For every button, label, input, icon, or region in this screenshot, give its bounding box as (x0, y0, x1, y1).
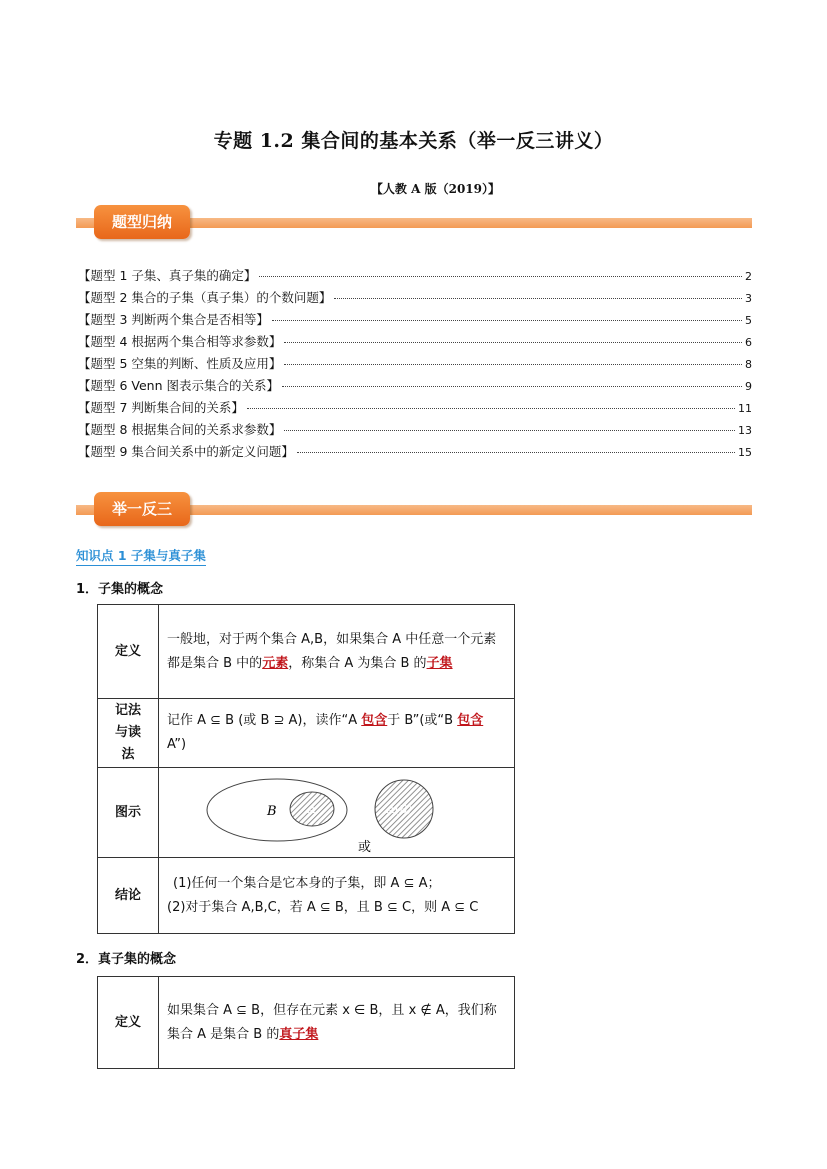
toc-item-page: 6 (745, 336, 752, 349)
row-label-definition: 定义 (98, 977, 159, 1069)
toc-leader (334, 297, 742, 299)
conclusion-item-2: (2)对于集合 A,B,C，若 A ⊆ B，且 B ⊆ C，则 A ⊆ C (167, 899, 479, 915)
venn-label-single: A(B) (387, 802, 412, 816)
toc-item[interactable] (78, 310, 752, 332)
toc-item[interactable] (78, 420, 752, 442)
toc-item-label: 【题型 2 集合的子集（真子集）的个数问题】 (78, 290, 332, 305)
table-of-contents (78, 266, 752, 464)
row-label-notation (98, 699, 159, 768)
toc-leader (272, 319, 742, 321)
page-title: 专题 1.2 集合间的基本关系（举一反三讲义） (213, 130, 614, 152)
toc-item[interactable] (78, 332, 752, 354)
venn-diagram (159, 769, 514, 857)
toc-item[interactable] (78, 266, 752, 288)
toc-item-page: 5 (745, 314, 752, 327)
toc-item-page: 11 (738, 402, 752, 415)
emphasis-element: 元素 (262, 655, 289, 671)
toc-item-page: 2 (745, 270, 752, 283)
table-row (98, 977, 515, 1069)
toc-leader (297, 451, 735, 453)
toc-leader (284, 429, 735, 431)
notation-text: 记作 A ⊆ B (或 B ⊇ A)，读作“A (167, 713, 362, 728)
toc-item-label: 【题型 5 空集的判断、性质及应用】 (78, 356, 282, 371)
definition-text-cont: ，称集合 A 为集合 B 的 (288, 655, 427, 671)
conclusion-cell (159, 858, 515, 934)
table-row (98, 699, 515, 768)
banner-tag-examples: 举一反三 (94, 492, 190, 526)
toc-item-page: 3 (745, 292, 752, 305)
row-label-conclusion: 结论 (98, 858, 159, 934)
toc-leader (282, 385, 742, 387)
notation-text-cont: 于 B”(或“B (387, 713, 458, 728)
emphasis-contained: 包含 (361, 713, 388, 728)
emphasis-contains: 包含 (457, 713, 484, 728)
subset-concept-table (97, 604, 515, 934)
notation-cell (159, 699, 515, 768)
toc-item-label: 【题型 7 判断集合间的关系】 (78, 400, 244, 415)
toc-item-label: 【题型 3 判断两个集合是否相等】 (78, 312, 269, 327)
row-label-diagram: 图示 (98, 768, 159, 858)
toc-leader (284, 341, 742, 343)
toc-leader (247, 407, 735, 409)
toc-item-label: 【题型 4 根据两个集合相等求参数】 (78, 334, 282, 349)
toc-item-page: 15 (738, 446, 752, 459)
banner-tag-toc: 题型归纳 (94, 205, 190, 239)
toc-item-label: 【题型 9 集合间关系中的新定义问题】 (78, 444, 294, 459)
edition-label: 【人教 A 版（2019）】 (370, 182, 500, 196)
knowledge-point-heading[interactable]: 知识点 1 子集与真子集 (76, 546, 206, 566)
proper-subset-table (97, 976, 515, 1069)
toc-item-page: 8 (745, 358, 752, 371)
emphasis-subset: 子集 (426, 655, 453, 671)
venn-label-outer: B (267, 803, 277, 819)
toc-item[interactable] (78, 288, 752, 310)
venn-label-inner: A (308, 802, 316, 816)
table-row (98, 768, 515, 858)
section-heading-proper-subset: 2．真子集的概念 (76, 952, 177, 967)
toc-item-page: 13 (738, 424, 752, 437)
row-label-definition: 定义 (98, 605, 159, 699)
toc-item-label: 【题型 8 根据集合间的关系求参数】 (78, 422, 282, 437)
toc-item[interactable] (78, 398, 752, 420)
definition-text: 一般地，对于两个集合 A,B，如果集合 A 中任意一个元素都是集合 B 中的 (167, 631, 497, 671)
toc-item[interactable] (78, 376, 752, 398)
notation-text-end: A”) (167, 737, 187, 752)
definition-cell (159, 977, 515, 1069)
banner-toc (76, 205, 752, 239)
table-row (98, 605, 515, 699)
definition-text: 如果集合 A ⊆ B，但存在元素 x ∈ B，且 x ∉ A，我们称集合 A 是集合 B 的 (167, 1002, 497, 1042)
notation-label: 记法与读法 (114, 703, 141, 762)
toc-item-label: 【题型 6 Venn 图表示集合的关系】 (78, 378, 279, 393)
definition-cell (159, 605, 515, 699)
table-row (98, 858, 515, 934)
toc-item-page: 9 (745, 380, 752, 393)
toc-leader (259, 275, 742, 277)
toc-item-label: 【题型 1 子集、真子集的确定】 (78, 268, 257, 283)
section-heading-subset: 1．子集的概念 (76, 582, 164, 597)
emphasis-proper-subset: 真子集 (279, 1026, 319, 1042)
diagram-cell (159, 768, 515, 858)
banner-examples (76, 492, 752, 526)
toc-item[interactable] (78, 354, 752, 376)
toc-leader (284, 363, 742, 365)
toc-item[interactable] (78, 442, 752, 464)
conclusion-item-1: (1)任何一个集合是它本身的子集，即 A ⊆ A； (173, 875, 441, 891)
venn-or-label: 或 (358, 839, 372, 855)
